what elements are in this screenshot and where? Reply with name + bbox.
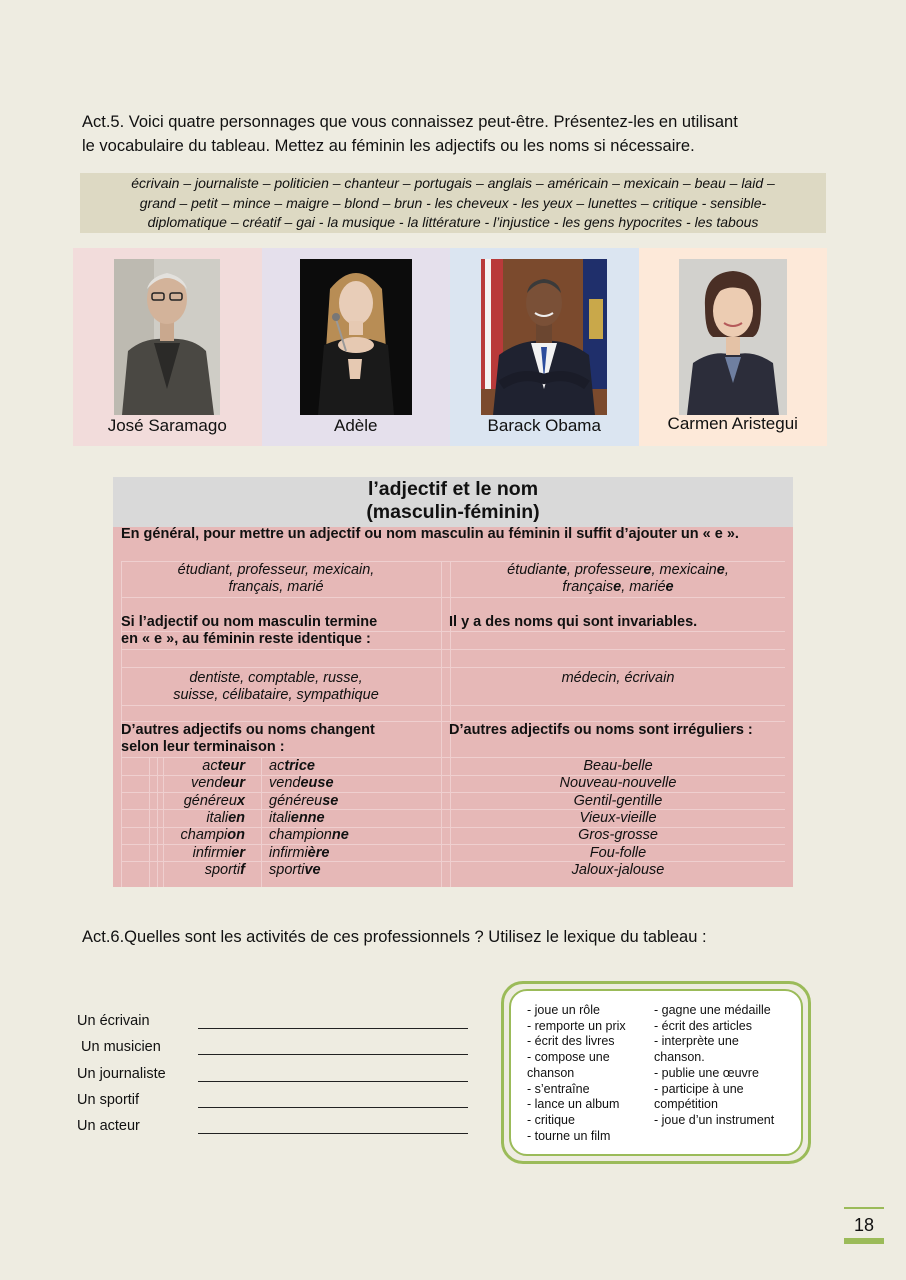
word: , marié	[621, 579, 666, 595]
grid-line	[261, 757, 262, 887]
ending: e	[613, 579, 622, 595]
stem: ac	[202, 758, 218, 774]
lexicon-item: chanson.	[654, 1050, 705, 1065]
feminine-form	[269, 845, 329, 862]
page-number: 18	[844, 1207, 884, 1245]
irregular-pair: Beau-belle	[583, 758, 653, 774]
ending: e	[716, 562, 725, 578]
ending: ne	[331, 827, 349, 844]
person-card-adele	[262, 248, 451, 446]
ending: ère	[307, 844, 330, 861]
lexicon-item: - lance un album	[527, 1097, 620, 1112]
person-name: Carmen Aristegui	[667, 414, 798, 433]
irregular-pair: Vieux-vieille	[579, 809, 657, 826]
person-name: Adèle	[334, 416, 378, 435]
lexicon-box-inner	[509, 989, 803, 1156]
stem: sporti	[204, 861, 241, 878]
irregular-pair: Jaloux-jalouse	[571, 861, 665, 878]
stem: infirmi	[192, 844, 232, 861]
rule-line: D’autres adjectifs ou noms changent	[121, 722, 375, 738]
ending: se	[322, 792, 339, 809]
example-masculine	[121, 562, 431, 596]
act5-instruction-line2: le vocabulaire du tableau. Mettez au féminin les adjectifs ou les noms si nécessaire.	[82, 137, 695, 155]
ending: f	[240, 861, 245, 878]
rule-endings	[121, 722, 375, 756]
profession-label: Un journaliste	[77, 1065, 166, 1082]
act5-instruction	[82, 110, 822, 158]
grammar-title: l’adjectif et le nom	[367, 478, 539, 500]
example-identical	[121, 670, 431, 704]
ending: enne	[290, 809, 325, 826]
profession-label: Un acteur	[77, 1118, 140, 1135]
answer-line[interactable]	[198, 1081, 468, 1082]
lexicon-item: - remporte un prix	[527, 1018, 626, 1033]
rule-line: en « e », au féminin reste identique :	[121, 631, 371, 647]
word: , professeur	[566, 562, 644, 578]
profession-label: Un musicien	[77, 1039, 161, 1056]
masculine-form	[165, 793, 245, 810]
ending: ve	[304, 861, 321, 878]
lexicon-item: chanson	[527, 1065, 575, 1080]
lexicon-item: - écrit des articles	[654, 1018, 752, 1033]
stem: généreu	[269, 792, 323, 809]
example-line: suisse, célibataire, sympathique	[173, 687, 379, 703]
lexicon-item: - s’entraîne	[527, 1081, 590, 1096]
irregular-pair: Gros-grosse	[578, 827, 658, 844]
feminine-form	[269, 758, 315, 775]
word: ,	[724, 562, 729, 578]
masculine-form	[165, 775, 245, 792]
stem: champi	[180, 827, 228, 844]
lexicon-item: - compose une	[527, 1050, 610, 1065]
rule-irregular: D’autres adjectifs ou noms sont irréguliers :	[449, 722, 753, 738]
lexicon-item: - écrit des livres	[527, 1034, 615, 1049]
grid-line	[121, 597, 785, 598]
grammar-table-header	[113, 477, 793, 527]
lexicon-item: - joue d’un instrument	[654, 1112, 775, 1127]
stem: sporti	[269, 861, 305, 878]
rule-line: Si l’adjectif ou nom masculin termine	[121, 614, 378, 630]
feminine-form	[269, 862, 321, 879]
vocab-line: écrivain – journaliste – politicien – chanteur – portugais – anglais – américain – mexicain – beau – laid –	[131, 175, 775, 191]
ending: on	[227, 827, 245, 844]
masculine-form	[165, 758, 245, 775]
rule-general: En général, pour mettre un adjectif ou nom masculin au féminin il suffit d’ajouter un « e ».	[121, 526, 739, 542]
ending: er	[231, 844, 245, 861]
answer-line[interactable]	[198, 1028, 468, 1029]
stem: infirmi	[269, 844, 308, 861]
masculine-form	[165, 827, 245, 844]
ending: eur	[222, 775, 245, 792]
vocabulary-box	[80, 173, 826, 233]
lexicon-item: - interprète une	[654, 1034, 739, 1049]
irregular-pair: Gentil-gentille	[573, 792, 663, 809]
feminine-form	[269, 810, 325, 827]
grammar-table	[113, 477, 793, 887]
ending: en	[228, 809, 245, 826]
stem: généreu	[183, 792, 237, 809]
ending: x	[236, 792, 245, 809]
portrait-photo-adele	[300, 259, 412, 415]
profession-label: Un écrivain	[77, 1013, 150, 1029]
lexicon-item: - joue un rôle	[527, 1003, 600, 1017]
lexicon-item: - gagne une médaille	[654, 1003, 771, 1017]
feminine-form	[269, 827, 349, 844]
lexicon-column-2	[654, 1003, 794, 1129]
persons-row	[73, 248, 827, 446]
example-invariable: médecin, écrivain	[561, 670, 675, 686]
example-feminine	[451, 562, 785, 596]
portrait-photo-aristegui	[679, 259, 787, 415]
example-line: étudiant, professeur, mexicain,	[177, 562, 375, 578]
act6-instruction: Act.6.Quelles sont les activités de ces professionnels ? Utilisez le lexique du tableau :	[82, 928, 707, 946]
person-card-aristegui	[639, 248, 828, 446]
ending: euse	[300, 775, 334, 792]
stem: champion	[269, 827, 332, 844]
word: étudiant	[507, 562, 559, 578]
profession-label: Un sportif	[77, 1091, 140, 1108]
word: français	[562, 579, 614, 595]
grammar-subtitle: (masculin-féminin)	[366, 501, 540, 523]
grid-line	[121, 649, 785, 650]
masculine-form	[165, 810, 245, 827]
grid-line	[163, 757, 164, 887]
lexicon-item: - participe à une	[654, 1081, 744, 1096]
example-line	[451, 562, 785, 579]
answer-line[interactable]	[198, 1133, 468, 1134]
grid-line	[121, 705, 785, 706]
lexicon-item: - tourne un film	[527, 1128, 611, 1143]
stem: ac	[269, 758, 285, 774]
irregular-pair: Fou-folle	[589, 844, 647, 861]
grid-line	[121, 667, 785, 668]
person-card-saramago	[73, 248, 262, 446]
stem: vend	[269, 775, 301, 792]
ending: trice	[284, 758, 315, 774]
example-line	[451, 579, 785, 596]
lexicon-item: - critique	[527, 1112, 575, 1127]
example-line: français, marié	[228, 579, 324, 595]
rule-line: selon leur terminaison :	[121, 739, 285, 755]
stem: vend	[190, 775, 223, 792]
feminine-form	[269, 775, 334, 792]
grid-line	[441, 561, 442, 887]
grid-line	[149, 757, 150, 887]
person-name: José Saramago	[107, 416, 227, 435]
person-name: Barack Obama	[487, 416, 601, 435]
lexicon-item: compétition	[654, 1097, 718, 1112]
stem: itali	[206, 809, 229, 826]
page-number-bar	[844, 1238, 884, 1244]
irregular-pair: Nouveau-nouvelle	[559, 775, 677, 792]
vocab-line: grand – petit – mince – maigre – blond – brun - les cheveux - les yeux – lunettes – critique - sensible-	[139, 194, 767, 211]
grid-line	[157, 757, 158, 887]
ending: e	[665, 579, 674, 595]
portrait-photo-obama	[481, 259, 607, 415]
person-card-obama	[450, 248, 639, 446]
rule-invariable: Il y a des noms qui sont invariables.	[449, 614, 698, 630]
ending: teur	[217, 758, 245, 774]
word: , mexicain	[651, 562, 717, 578]
answer-line[interactable]	[198, 1054, 468, 1055]
portrait-photo-saramago	[114, 259, 220, 415]
ending: e	[558, 562, 567, 578]
answer-line[interactable]	[198, 1107, 468, 1108]
lexicon-item: - publie une œuvre	[654, 1065, 759, 1080]
act5-instruction-line1: Act.5. Voici quatre personnages que vous connaissez peut-être. Présentez-les en utilisant	[82, 113, 738, 131]
stem: itali	[269, 809, 291, 826]
lexicon-box	[501, 981, 811, 1164]
rule-identical	[121, 614, 377, 648]
masculine-form	[165, 845, 245, 862]
vocab-line: diplomatique – créatif – gai - la musique - la littérature - l’injustice - les gens hypocrites - les tabous	[147, 214, 759, 230]
masculine-form	[165, 862, 245, 879]
example-line: dentiste, comptable, russe,	[189, 670, 363, 686]
ending: e	[643, 562, 652, 578]
feminine-form	[269, 793, 338, 810]
lexicon-column-1	[527, 1003, 649, 1144]
